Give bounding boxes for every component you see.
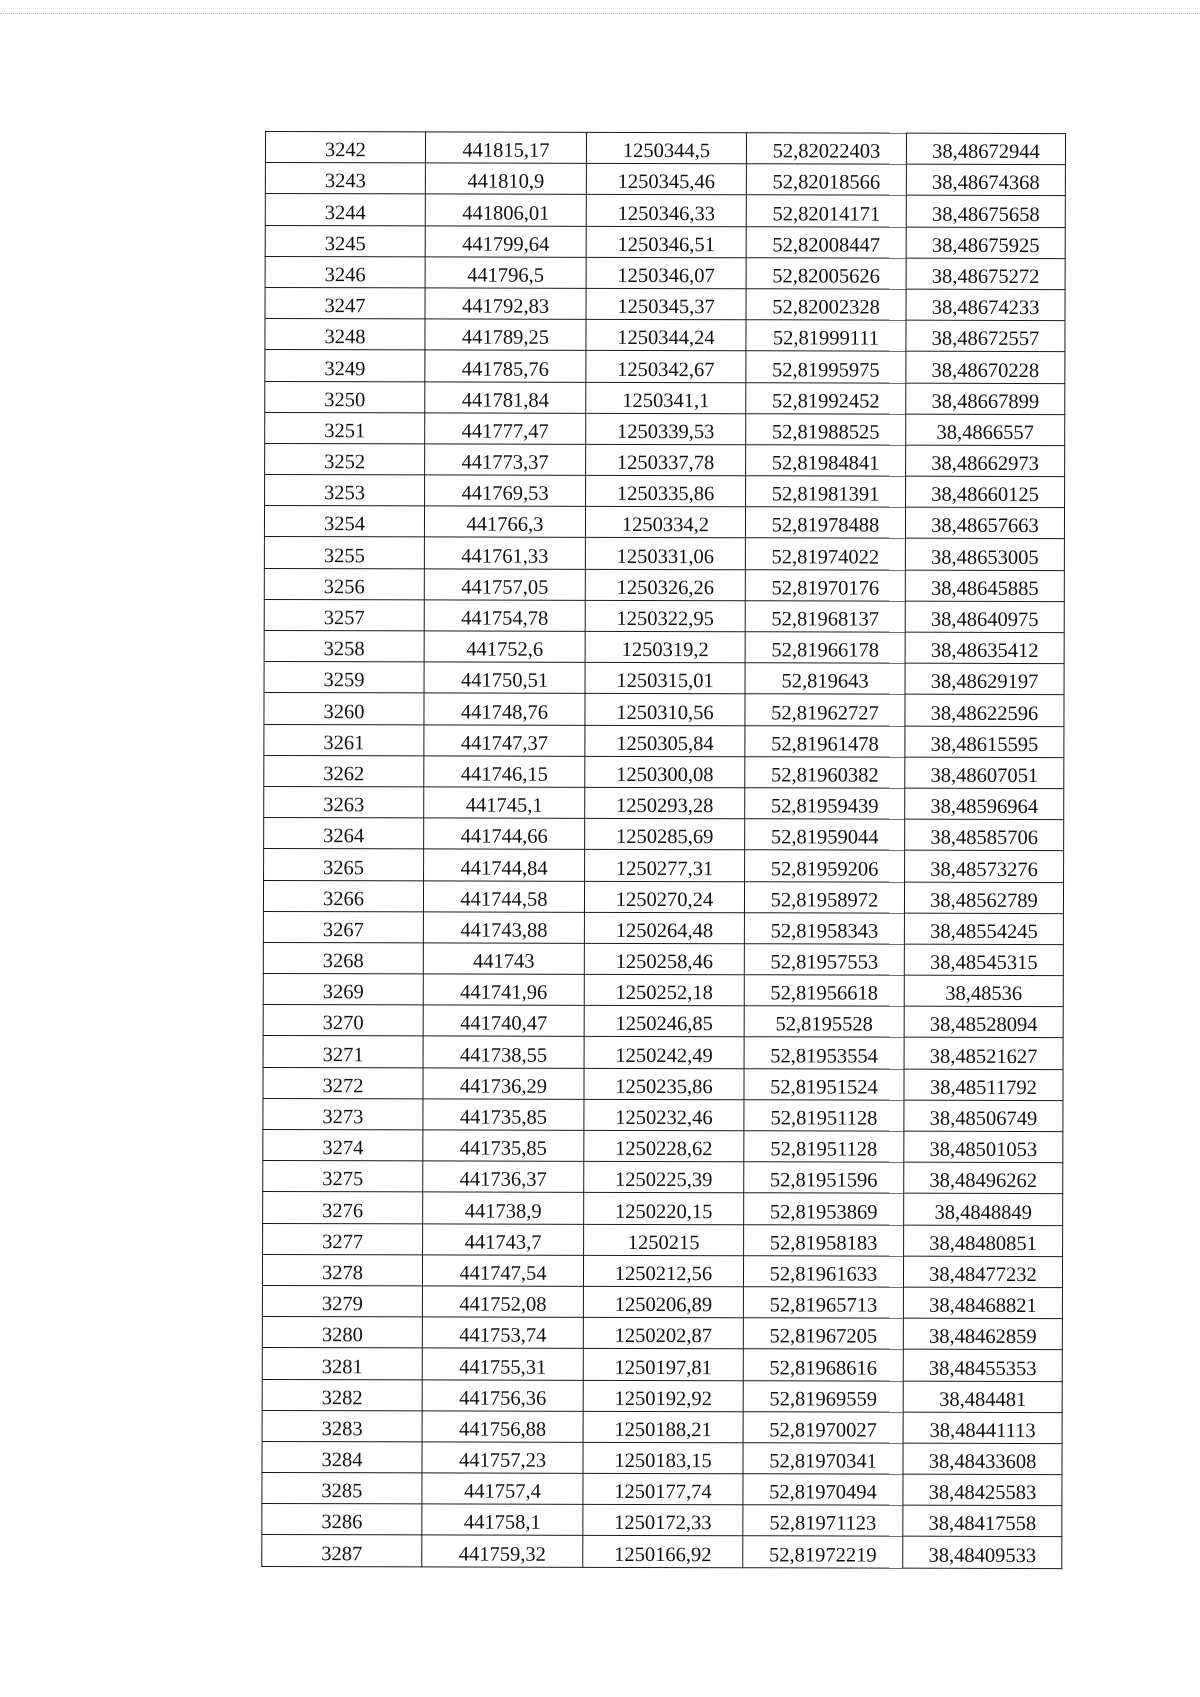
longitude-cell: 38,48545315	[904, 944, 1063, 976]
longitude-cell: 38,48536	[904, 975, 1063, 1007]
latitude-cell: 52,81981391	[746, 476, 906, 508]
latitude-cell: 52,82005626	[746, 258, 906, 290]
latitude-cell: 52,82022403	[746, 133, 906, 165]
longitude-cell: 38,48501053	[904, 1131, 1063, 1163]
longitude-cell: 38,48660125	[906, 476, 1065, 508]
table-row	[265, 225, 1065, 258]
latitude-cell: 52,81951128	[744, 1131, 904, 1163]
table-row	[264, 537, 1064, 570]
table-row	[263, 1098, 1063, 1131]
latitude-cell: 52,81957553	[744, 944, 904, 976]
point-number-cell: 3277	[263, 1223, 423, 1255]
y-coordinate-cell: 1250192,92	[583, 1380, 743, 1412]
point-number-cell: 3269	[263, 974, 423, 1006]
longitude-cell: 38,48662973	[906, 445, 1065, 477]
y-coordinate-cell: 1250322,95	[585, 600, 745, 632]
table-row	[263, 1067, 1063, 1100]
point-number-cell: 3276	[263, 1192, 423, 1224]
latitude-cell: 52,81959206	[745, 850, 905, 882]
y-coordinate-cell: 1250166,92	[583, 1536, 743, 1568]
table-row	[265, 287, 1065, 320]
y-coordinate-cell: 1250183,15	[583, 1442, 743, 1474]
table-row	[264, 630, 1064, 663]
longitude-cell: 38,48573276	[905, 850, 1064, 882]
longitude-cell: 38,48521627	[904, 1038, 1063, 1070]
latitude-cell: 52,81958343	[744, 912, 904, 944]
table-row	[263, 1129, 1063, 1162]
x-coordinate-cell: 441750,51	[424, 662, 585, 694]
y-coordinate-cell: 1250319,2	[585, 631, 745, 663]
point-number-cell: 3247	[265, 287, 425, 319]
latitude-cell: 52,81970494	[743, 1474, 903, 1506]
x-coordinate-cell: 441748,76	[424, 693, 585, 725]
y-coordinate-cell: 1250252,18	[584, 974, 744, 1006]
point-number-cell: 3280	[262, 1317, 422, 1349]
point-number-cell: 3272	[263, 1067, 423, 1099]
longitude-cell: 38,48675658	[906, 196, 1065, 228]
table-row	[264, 755, 1064, 788]
y-coordinate-cell: 1250346,51	[586, 226, 746, 258]
table-row	[265, 412, 1065, 445]
longitude-cell: 38,48562789	[904, 882, 1063, 914]
x-coordinate-cell: 441735,85	[423, 1130, 584, 1162]
point-number-cell: 3244	[265, 194, 425, 226]
point-number-cell: 3268	[263, 942, 423, 974]
point-number-cell: 3257	[264, 599, 424, 631]
latitude-cell: 52,82008447	[746, 226, 906, 258]
point-number-cell: 3287	[262, 1535, 422, 1567]
longitude-cell: 38,48674368	[906, 164, 1065, 196]
longitude-cell: 38,48667899	[906, 383, 1065, 415]
x-coordinate-cell: 441738,55	[423, 1036, 584, 1068]
x-coordinate-cell: 441766,3	[424, 506, 585, 538]
latitude-cell: 52,81953554	[744, 1037, 904, 1069]
longitude-cell: 38,48425583	[903, 1474, 1062, 1506]
x-coordinate-cell: 441785,76	[425, 350, 586, 382]
table-row	[265, 163, 1065, 196]
table-row	[263, 1192, 1063, 1225]
latitude-cell: 52,81992452	[746, 382, 906, 414]
latitude-cell: 52,81968616	[743, 1349, 903, 1381]
point-number-cell: 3274	[263, 1129, 423, 1161]
x-coordinate-cell: 441789,25	[425, 319, 586, 351]
y-coordinate-cell: 1250344,24	[586, 319, 746, 351]
table-row	[262, 1504, 1062, 1537]
coordinates-table	[261, 131, 1066, 1569]
table-row	[264, 506, 1064, 539]
x-coordinate-cell: 441756,36	[422, 1379, 583, 1411]
table-row	[262, 1473, 1062, 1506]
y-coordinate-cell: 1250232,46	[584, 1099, 744, 1131]
longitude-cell: 38,48511792	[904, 1069, 1063, 1101]
longitude-cell: 38,48585706	[905, 819, 1064, 851]
x-coordinate-cell: 441769,53	[425, 475, 586, 507]
y-coordinate-cell: 1250228,62	[584, 1130, 744, 1162]
x-coordinate-cell: 441781,84	[425, 381, 586, 413]
point-number-cell: 3256	[264, 568, 424, 600]
latitude-cell: 52,81967205	[743, 1318, 903, 1350]
x-coordinate-cell: 441754,78	[424, 600, 585, 632]
longitude-cell: 38,48653005	[905, 539, 1064, 571]
latitude-cell: 52,81958972	[744, 881, 904, 913]
x-coordinate-cell: 441735,85	[423, 1099, 584, 1131]
table-row	[263, 880, 1063, 913]
longitude-cell: 38,48675272	[906, 258, 1065, 290]
x-coordinate-cell: 441744,66	[424, 818, 585, 850]
longitude-cell: 38,48657663	[905, 507, 1064, 539]
latitude-cell: 52,82014171	[746, 195, 906, 227]
y-coordinate-cell: 1250337,78	[586, 444, 746, 476]
table-row	[265, 475, 1065, 508]
point-number-cell: 3253	[265, 475, 425, 507]
point-number-cell: 3243	[265, 163, 425, 195]
latitude-cell: 52,81956618	[744, 975, 904, 1007]
x-coordinate-cell: 441810,9	[425, 163, 586, 195]
x-coordinate-cell: 441738,9	[423, 1192, 584, 1224]
latitude-cell: 52,81960382	[745, 757, 905, 789]
x-coordinate-cell: 441752,08	[422, 1286, 583, 1318]
latitude-cell: 52,819643	[745, 663, 905, 695]
latitude-cell: 52,81978488	[745, 507, 905, 539]
longitude-cell: 38,48477232	[903, 1256, 1062, 1288]
y-coordinate-cell: 1250188,21	[583, 1411, 743, 1443]
longitude-cell: 38,48635412	[905, 632, 1064, 664]
latitude-cell: 52,81999111	[746, 320, 906, 352]
latitude-cell: 52,81966178	[745, 632, 905, 664]
table-row	[264, 724, 1064, 757]
y-coordinate-cell: 1250270,24	[584, 881, 744, 913]
point-number-cell: 3279	[262, 1285, 422, 1317]
y-coordinate-cell: 1250285,69	[585, 818, 745, 850]
latitude-cell: 52,81961478	[745, 725, 905, 757]
table-row	[262, 1317, 1062, 1350]
point-number-cell: 3259	[264, 662, 424, 694]
point-number-cell: 3271	[263, 1036, 423, 1068]
longitude-cell: 38,4848849	[904, 1194, 1063, 1226]
table-row	[263, 1161, 1063, 1194]
longitude-cell: 38,48670228	[906, 351, 1065, 383]
y-coordinate-cell: 1250326,26	[585, 569, 745, 601]
latitude-cell: 52,81969559	[743, 1380, 903, 1412]
y-coordinate-cell: 1250293,28	[585, 787, 745, 819]
y-coordinate-cell: 1250212,56	[583, 1255, 743, 1287]
table-row	[262, 1441, 1062, 1474]
x-coordinate-cell: 441736,37	[423, 1161, 584, 1193]
table-row	[264, 849, 1064, 882]
longitude-cell: 38,48622596	[905, 695, 1064, 727]
point-number-cell: 3258	[264, 630, 424, 662]
point-number-cell: 3264	[264, 818, 424, 850]
y-coordinate-cell: 1250346,07	[586, 257, 746, 289]
longitude-cell: 38,48645885	[905, 570, 1064, 602]
x-coordinate-cell: 441757,05	[424, 569, 585, 601]
x-coordinate-cell: 441741,96	[423, 974, 584, 1006]
point-number-cell: 3249	[265, 350, 425, 382]
table-row	[263, 911, 1063, 944]
longitude-cell: 38,48506749	[904, 1100, 1063, 1132]
x-coordinate-cell: 441744,58	[423, 880, 584, 912]
y-coordinate-cell: 1250331,06	[585, 538, 745, 570]
y-coordinate-cell: 1250177,74	[583, 1473, 743, 1505]
latitude-cell: 52,81958183	[744, 1224, 904, 1256]
longitude-cell: 38,48462859	[903, 1318, 1062, 1350]
latitude-cell: 52,81968137	[745, 601, 905, 633]
x-coordinate-cell: 441796,5	[425, 257, 586, 289]
longitude-cell: 38,48468821	[903, 1287, 1062, 1319]
x-coordinate-cell: 441761,33	[424, 537, 585, 569]
latitude-cell: 52,81959439	[745, 788, 905, 820]
table-row	[265, 256, 1065, 289]
table-row	[263, 1223, 1063, 1256]
table-row	[265, 381, 1065, 414]
x-coordinate-cell: 441743,7	[423, 1223, 584, 1255]
longitude-cell: 38,48607051	[905, 757, 1064, 789]
point-number-cell: 3282	[262, 1379, 422, 1411]
x-coordinate-cell: 441758,1	[422, 1504, 583, 1536]
y-coordinate-cell: 1250264,48	[584, 912, 744, 944]
scan-border-line	[0, 13, 1200, 14]
point-number-cell: 3248	[265, 319, 425, 351]
y-coordinate-cell: 1250339,53	[586, 413, 746, 445]
y-coordinate-cell: 1250345,46	[586, 164, 746, 196]
y-coordinate-cell: 1250235,86	[584, 1068, 744, 1100]
point-number-cell: 3273	[263, 1098, 423, 1130]
y-coordinate-cell: 1250345,37	[586, 288, 746, 320]
table-row	[265, 132, 1065, 165]
y-coordinate-cell: 1250242,49	[584, 1037, 744, 1069]
latitude-cell: 52,81970027	[743, 1411, 903, 1443]
longitude-cell: 38,48675925	[906, 227, 1065, 259]
point-number-cell: 3281	[262, 1348, 422, 1380]
table-row	[265, 443, 1065, 476]
longitude-cell: 38,48433608	[903, 1443, 1062, 1475]
point-number-cell: 3270	[263, 1005, 423, 1037]
table-row	[264, 568, 1064, 601]
longitude-cell: 38,48480851	[904, 1225, 1063, 1257]
x-coordinate-cell: 441745,1	[424, 787, 585, 819]
y-coordinate-cell: 1250206,89	[583, 1286, 743, 1318]
x-coordinate-cell: 441815,17	[425, 132, 586, 164]
longitude-cell: 38,48554245	[904, 913, 1063, 945]
longitude-cell: 38,48409533	[903, 1537, 1062, 1569]
table-row	[263, 1036, 1063, 1069]
latitude-cell: 52,82002328	[746, 289, 906, 321]
longitude-cell: 38,48672944	[906, 133, 1065, 165]
x-coordinate-cell: 441753,74	[422, 1317, 583, 1349]
x-coordinate-cell: 441743	[423, 943, 584, 975]
latitude-cell: 52,81984841	[746, 445, 906, 477]
table-row	[262, 1348, 1062, 1381]
latitude-cell: 52,81951596	[744, 1162, 904, 1194]
point-number-cell: 3286	[262, 1504, 422, 1536]
point-number-cell: 3260	[264, 693, 424, 725]
latitude-cell: 52,81972219	[743, 1536, 903, 1568]
latitude-cell: 52,81953869	[744, 1193, 904, 1225]
x-coordinate-cell: 441756,88	[422, 1411, 583, 1443]
x-coordinate-cell: 441757,4	[422, 1473, 583, 1505]
point-number-cell: 3242	[265, 132, 425, 164]
longitude-cell: 38,484481	[903, 1381, 1062, 1413]
coordinates-table-container	[261, 131, 1065, 1569]
x-coordinate-cell: 441777,47	[425, 413, 586, 445]
x-coordinate-cell: 441747,54	[422, 1255, 583, 1287]
x-coordinate-cell: 441799,64	[425, 225, 586, 257]
y-coordinate-cell: 1250277,31	[585, 850, 745, 882]
x-coordinate-cell: 441736,29	[423, 1068, 584, 1100]
point-number-cell: 3284	[262, 1441, 422, 1473]
longitude-cell: 38,48417558	[903, 1505, 1062, 1537]
table-row	[264, 599, 1064, 632]
x-coordinate-cell: 441755,31	[422, 1348, 583, 1380]
point-number-cell: 3265	[264, 849, 424, 881]
latitude-cell: 52,81959044	[745, 819, 905, 851]
y-coordinate-cell: 1250344,5	[586, 132, 746, 164]
longitude-cell: 38,48496262	[904, 1162, 1063, 1194]
y-coordinate-cell: 1250305,84	[585, 725, 745, 757]
longitude-cell: 38,48640975	[905, 601, 1064, 633]
latitude-cell: 52,81961633	[743, 1256, 903, 1288]
table-row	[264, 662, 1064, 695]
x-coordinate-cell: 441744,84	[424, 849, 585, 881]
y-coordinate-cell: 1250246,85	[584, 1006, 744, 1038]
point-number-cell: 3245	[265, 225, 425, 257]
table-row	[262, 1379, 1062, 1412]
table-row	[264, 786, 1064, 819]
point-number-cell: 3275	[263, 1161, 423, 1193]
point-number-cell: 3262	[264, 755, 424, 787]
table-row	[265, 350, 1065, 383]
y-coordinate-cell: 1250258,46	[584, 943, 744, 975]
point-number-cell: 3263	[264, 786, 424, 818]
longitude-cell: 38,48441113	[903, 1412, 1062, 1444]
latitude-cell: 52,8195528	[744, 1006, 904, 1038]
longitude-cell: 38,48672557	[906, 320, 1065, 352]
longitude-cell: 38,48596964	[905, 788, 1064, 820]
y-coordinate-cell: 1250220,15	[584, 1193, 744, 1225]
y-coordinate-cell: 1250335,86	[586, 475, 746, 507]
latitude-cell: 52,81970176	[745, 569, 905, 601]
x-coordinate-cell: 441747,37	[424, 724, 585, 756]
table-row	[262, 1535, 1062, 1568]
latitude-cell: 52,81974022	[745, 538, 905, 570]
longitude-cell: 38,48455353	[903, 1349, 1062, 1381]
table-row	[263, 1005, 1063, 1038]
table-row	[265, 194, 1065, 227]
y-coordinate-cell: 1250310,56	[585, 694, 745, 726]
table-row	[263, 942, 1063, 975]
table-row	[262, 1410, 1062, 1443]
x-coordinate-cell: 441806,01	[425, 194, 586, 226]
table-row	[262, 1254, 1062, 1287]
y-coordinate-cell: 1250197,81	[583, 1349, 743, 1381]
table-row	[262, 1285, 1062, 1318]
point-number-cell: 3254	[264, 506, 424, 538]
longitude-cell: 38,48629197	[905, 663, 1064, 695]
point-number-cell: 3283	[262, 1410, 422, 1442]
x-coordinate-cell: 441773,37	[425, 444, 586, 476]
y-coordinate-cell: 1250172,33	[583, 1505, 743, 1537]
point-number-cell: 3261	[264, 724, 424, 756]
longitude-cell: 38,48615595	[905, 726, 1064, 758]
point-number-cell: 3246	[265, 256, 425, 288]
longitude-cell: 38,4866557	[906, 414, 1065, 446]
x-coordinate-cell: 441757,23	[422, 1442, 583, 1474]
x-coordinate-cell: 441752,6	[424, 631, 585, 663]
y-coordinate-cell: 1250225,39	[584, 1162, 744, 1194]
y-coordinate-cell: 1250202,87	[583, 1317, 743, 1349]
point-number-cell: 3250	[265, 381, 425, 413]
point-number-cell: 3251	[265, 412, 425, 444]
y-coordinate-cell: 1250334,2	[585, 507, 745, 539]
longitude-cell: 38,48674233	[906, 289, 1065, 321]
latitude-cell: 52,81962727	[745, 694, 905, 726]
latitude-cell: 52,82018566	[746, 164, 906, 196]
x-coordinate-cell: 441740,47	[423, 1005, 584, 1037]
x-coordinate-cell: 441746,15	[424, 756, 585, 788]
latitude-cell: 52,81965713	[743, 1287, 903, 1319]
point-number-cell: 3255	[264, 537, 424, 569]
y-coordinate-cell: 1250341,1	[586, 382, 746, 414]
latitude-cell: 52,81988525	[746, 413, 906, 445]
latitude-cell: 52,81970341	[743, 1443, 903, 1475]
longitude-cell: 38,48528094	[904, 1006, 1063, 1038]
y-coordinate-cell: 1250300,08	[585, 756, 745, 788]
x-coordinate-cell: 441759,32	[422, 1535, 583, 1567]
table-row	[264, 818, 1064, 851]
latitude-cell: 52,81995975	[746, 351, 906, 383]
point-number-cell: 3267	[263, 911, 423, 943]
point-number-cell: 3278	[262, 1254, 422, 1286]
y-coordinate-cell: 1250215	[584, 1224, 744, 1256]
latitude-cell: 52,81971123	[743, 1505, 903, 1537]
x-coordinate-cell: 441743,88	[423, 912, 584, 944]
latitude-cell: 52,81951524	[744, 1068, 904, 1100]
latitude-cell: 52,81951128	[744, 1100, 904, 1132]
point-number-cell: 3266	[263, 880, 423, 912]
table-row	[264, 693, 1064, 726]
y-coordinate-cell: 1250346,33	[586, 195, 746, 227]
table-row	[263, 974, 1063, 1007]
point-number-cell: 3252	[265, 443, 425, 475]
point-number-cell: 3285	[262, 1473, 422, 1505]
table-row	[265, 319, 1065, 352]
coordinates-table-body	[262, 132, 1066, 1569]
x-coordinate-cell: 441792,83	[425, 288, 586, 320]
y-coordinate-cell: 1250342,67	[586, 351, 746, 383]
y-coordinate-cell: 1250315,01	[585, 663, 745, 695]
